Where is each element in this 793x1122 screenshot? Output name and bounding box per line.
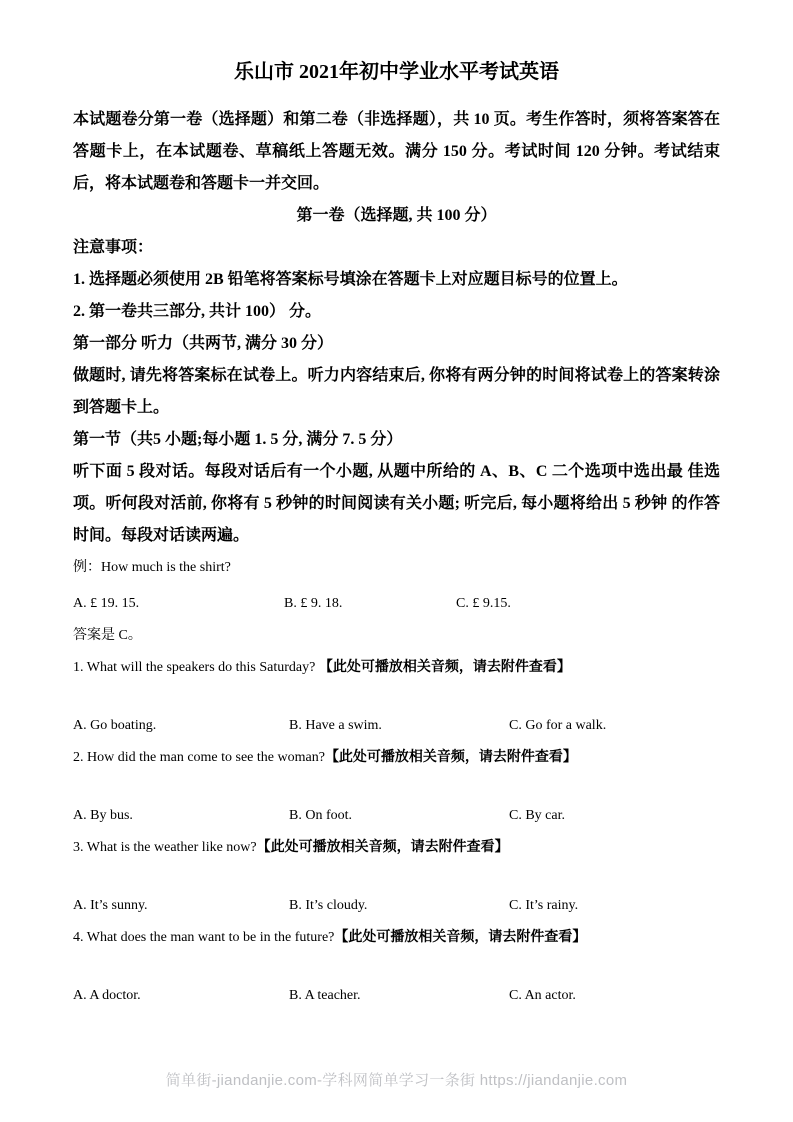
question-3-option-b: B. It’s cloudy. [289, 898, 368, 913]
section1-heading: 第一节（共5 小题;每小题 1. 5 分, 满分 7. 5 分） [73, 431, 403, 448]
volume1-heading: 第一卷（选择题, 共 100 分） [296, 207, 497, 224]
question-1-option-a: A. Go boating. [73, 718, 157, 733]
question-4-line [73, 928, 720, 948]
example-block [73, 558, 720, 646]
question-3-option-a: A. It’s sunny. [73, 898, 148, 913]
question-3-line [73, 838, 720, 858]
question-4-text: 4. What does the man want to be in the future? [73, 930, 335, 945]
question-4-option-a: A. A doctor. [73, 988, 141, 1003]
question-2-line [73, 748, 720, 768]
question-3-audio-note: 【此处可播放相关音频，请去附件查看】 [256, 840, 509, 855]
example-option-a: A. £ 19. 15. [73, 596, 140, 611]
question-2-options [73, 806, 720, 826]
question-3-options [73, 896, 720, 916]
example-question: 例：How much is the shirt? [73, 560, 231, 575]
question-1-text: 1. What will the speakers do this Saturday? [73, 660, 319, 675]
example-answer: 答案是 C。 [73, 628, 142, 643]
question-block-3 [73, 838, 720, 916]
question-4-options [73, 986, 720, 1006]
question-1-line [73, 658, 720, 678]
notes-title: 注意事项： [73, 239, 154, 256]
example-option-c: C. £ 9.15. [456, 596, 511, 611]
question-2-option-a: A. By bus. [73, 808, 133, 823]
question-block-2 [73, 748, 720, 826]
page-title: 乐山市 2021年初中学业水平考试英语 [234, 61, 559, 83]
question-2-text: 2. How did the man come to see the woman? [73, 750, 325, 765]
intro-paragraph: 本试题卷分第一卷（选择题）和第二卷（非选择题），共 10 页。考生作答时，须将答案答在答题卡上，在本试题卷、草稿纸上答题无效。满分 150 分。考试时间 120 分钟。考试结束后，将本试题卷和答题卡一并交回。 [73, 111, 720, 192]
note-item-1: 1. 选择题必须使用 2B 铅笔将答案标号填涂在答题卡上对应题目标号的位置上。 [73, 271, 628, 288]
question-1-audio-note: 【此处可播放相关音频，请去附件查看】 [318, 660, 571, 675]
example-option-b: B. £ 9. 18. [284, 596, 343, 611]
question-block-1 [73, 658, 720, 736]
part1-heading: 第一部分 听力（共两节, 满分 30 分） [73, 335, 334, 352]
part1-instructions: 做题时, 请先将答案标在试卷上。听力内容结束后, 你将有两分钟的时间将试卷上的答案转涂到答题卡上。 [73, 367, 720, 416]
question-1-option-b: B. Have a swim. [289, 718, 382, 733]
question-4-option-c: C. An actor. [509, 988, 576, 1003]
question-block-4 [73, 928, 720, 1006]
question-2-option-c: C. By car. [509, 808, 565, 823]
question-4-option-b: B. A teacher. [289, 988, 361, 1003]
question-4-audio-note: 【此处可播放相关音频，请去附件查看】 [334, 930, 587, 945]
question-2-option-b: B. On foot. [289, 808, 352, 823]
question-2-audio-note: 【此处可播放相关音频，请去附件查看】 [324, 750, 577, 765]
example-options [73, 594, 720, 614]
question-1-options [73, 716, 720, 736]
question-3-text: 3. What is the weather like now? [73, 840, 257, 855]
section1-instructions: 听下面 5 段对话。每段对话后有一个小题, 从题中所给的 A、B、C 二个选项中选出最 佳选项。听何段对活前, 你将有 5 秒钟的时间阅读有关小题; 听完后, 每小题将给出 5 秒钟 的作答时间。每段对话读两遍。 [73, 463, 720, 544]
note-item-2: 2. 第一卷共三部分, 共计 100） 分。 [73, 303, 322, 320]
question-1-option-c: C. Go for a walk. [509, 718, 607, 733]
question-3-option-c: C. It’s rainy. [509, 898, 579, 913]
page-footer: 简单街-jiandanjie.com-学科网简单学习一条街 https://jiandanjie.com [165, 1072, 628, 1089]
